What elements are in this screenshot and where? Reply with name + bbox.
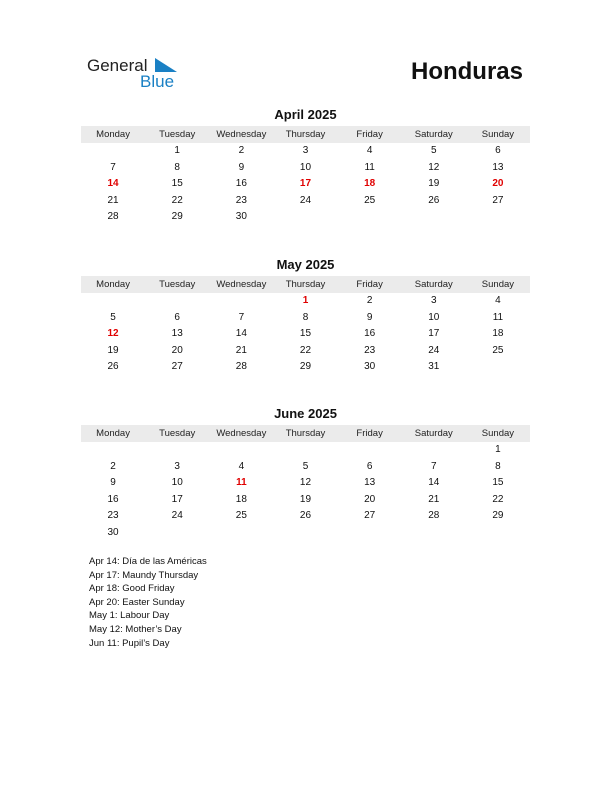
holiday-item: May 12: Mother’s Day: [89, 623, 182, 635]
day-cell: 13: [492, 161, 504, 173]
day-cell: 27: [171, 361, 183, 373]
day-cell: 22: [299, 344, 312, 356]
day-cell: 26: [299, 510, 312, 522]
month-title: June 2025: [274, 406, 337, 421]
day-cell: 18: [235, 493, 247, 505]
weekday-header: [81, 276, 530, 293]
weekday-sunday: Sunday: [481, 129, 515, 140]
weekday-wednesday: Wednesday: [216, 129, 267, 140]
day-cell: 6: [366, 460, 373, 472]
holiday-item: Jun 11: Pupil’s Day: [89, 637, 170, 649]
empty-day-cell: [145, 525, 209, 542]
day-cell: 13: [364, 477, 376, 489]
day-cell: 17: [299, 178, 312, 190]
day-cell: 15: [492, 477, 504, 489]
day-cell: 14: [235, 328, 247, 340]
month-june: [81, 405, 530, 542]
empty-day-cell: [402, 525, 466, 542]
day-cell: 7: [238, 311, 245, 323]
day-cell: 7: [110, 161, 116, 173]
weekday-header: [81, 126, 530, 143]
country-title: Honduras: [410, 58, 523, 85]
empty-day-cell: [145, 293, 209, 310]
empty-day-cell: [81, 293, 145, 310]
day-cell: 3: [174, 460, 180, 472]
weekday-saturday: Saturday: [414, 129, 453, 140]
weekday-wednesday: Wednesday: [216, 279, 267, 290]
day-cell: 25: [492, 344, 504, 356]
generalblue-logo: [87, 56, 187, 92]
day-cell: 21: [107, 194, 119, 206]
day-cell: 14: [428, 477, 440, 489]
day-cell: 7: [430, 460, 437, 472]
day-cell: 22: [171, 194, 183, 206]
empty-day-cell: [81, 143, 145, 160]
day-cell: 29: [492, 510, 504, 522]
weekday-sunday: Sunday: [481, 428, 515, 439]
day-cell: 25: [364, 194, 376, 206]
day-cell: 24: [171, 510, 183, 522]
day-cell: 4: [495, 295, 501, 306]
day-cell: 18: [492, 328, 504, 340]
day-cell: 25: [235, 510, 247, 522]
day-cell: 1: [495, 444, 501, 455]
day-cell: 23: [107, 510, 119, 522]
empty-day-cell: [273, 209, 337, 226]
weekday-tuesday: Tuesday: [159, 428, 196, 439]
logo-general-text: General: [87, 56, 148, 75]
day-cell: 27: [492, 194, 504, 206]
empty-day-cell: [338, 209, 402, 226]
day-cell: 12: [107, 328, 119, 340]
day-cell: 24: [299, 194, 312, 206]
holiday-item: Apr 20: Easter Sunday: [89, 596, 185, 608]
weekday-monday: Monday: [96, 279, 130, 290]
empty-day-cell: [273, 525, 337, 542]
weekday-saturday: Saturday: [414, 279, 453, 290]
day-cell: 11: [492, 311, 504, 323]
day-cell: 4: [366, 145, 373, 156]
day-cell: 23: [235, 194, 247, 206]
empty-day-cell: [466, 359, 530, 376]
weekday-friday: Friday: [356, 129, 383, 140]
month-may: [81, 256, 530, 376]
empty-day-cell: [273, 442, 337, 459]
day-cell: 16: [235, 178, 247, 190]
day-cell: 4: [238, 460, 245, 472]
day-cell: 8: [174, 161, 180, 173]
month-title: April 2025: [274, 107, 337, 122]
day-cell: 28: [235, 361, 247, 373]
day-cell: 15: [299, 328, 312, 340]
empty-day-cell: [81, 442, 145, 459]
holiday-item: Apr 14: Día de las Américas: [89, 556, 207, 567]
day-cell: 29: [299, 361, 312, 373]
days-grid: [81, 442, 530, 542]
day-cell: 15: [171, 178, 183, 190]
day-cell: 10: [299, 161, 312, 173]
empty-day-cell: [145, 442, 209, 459]
weekday-thursday: Thursday: [285, 129, 326, 140]
day-cell: 26: [428, 194, 440, 206]
day-cell: 26: [107, 361, 119, 373]
day-cell: 29: [171, 211, 183, 223]
day-cell: 20: [492, 178, 504, 190]
day-cell: 9: [110, 477, 116, 489]
day-cell: 10: [171, 477, 183, 489]
empty-day-cell: [209, 293, 273, 310]
day-cell: 27: [364, 510, 376, 522]
holiday-item: Apr 17: Maundy Thursday: [89, 569, 199, 581]
day-cell: 19: [428, 178, 440, 190]
empty-day-cell: [466, 525, 530, 542]
day-cell: 2: [238, 145, 245, 156]
day-cell: 11: [236, 477, 247, 489]
day-cell: 30: [107, 526, 119, 538]
days-grid: [81, 143, 530, 226]
day-cell: 16: [107, 493, 119, 505]
day-cell: 19: [107, 344, 119, 356]
day-cell: 12: [299, 477, 312, 489]
day-cell: 9: [366, 311, 373, 323]
day-cell: 5: [110, 311, 116, 323]
day-cell: 30: [235, 211, 247, 223]
empty-day-cell: [402, 442, 466, 459]
day-cell: 5: [302, 460, 309, 472]
day-cell: 31: [428, 361, 440, 373]
weekday-header: [81, 425, 530, 442]
month-april: [81, 106, 530, 226]
day-cell: 11: [364, 161, 375, 173]
weekday-sunday: Sunday: [481, 279, 515, 290]
holiday-item: Apr 18: Good Friday: [89, 583, 175, 595]
weekday-monday: Monday: [96, 428, 130, 439]
day-cell: 28: [428, 510, 440, 522]
empty-day-cell: [338, 442, 402, 459]
weekday-wednesday: Wednesday: [216, 428, 267, 439]
logo-triangle-icon: [155, 58, 177, 72]
day-cell: 20: [364, 493, 376, 505]
weekday-tuesday: Tuesday: [159, 279, 196, 290]
weekday-saturday: Saturday: [414, 428, 453, 439]
day-cell: 1: [174, 145, 180, 156]
day-cell: 13: [171, 328, 183, 340]
empty-day-cell: [209, 525, 273, 542]
holiday-item: May 1: Labour Day: [89, 610, 170, 622]
day-cell: 3: [302, 145, 309, 156]
logo-blue-text: Blue: [140, 72, 175, 91]
empty-day-cell: [466, 209, 530, 226]
day-cell: 30: [364, 361, 376, 373]
holiday-list: [89, 555, 207, 650]
weekday-monday: Monday: [96, 129, 130, 140]
day-cell: 5: [430, 145, 437, 156]
weekday-friday: Friday: [356, 428, 383, 439]
weekday-tuesday: Tuesday: [159, 129, 196, 140]
day-cell: 2: [110, 460, 116, 472]
weekday-friday: Friday: [356, 279, 383, 290]
weekday-thursday: Thursday: [285, 428, 326, 439]
days-grid: [81, 293, 530, 376]
day-cell: 24: [428, 344, 440, 356]
day-cell: 6: [495, 145, 501, 156]
day-cell: 6: [174, 311, 180, 323]
day-cell: 22: [492, 493, 504, 505]
empty-day-cell: [338, 525, 402, 542]
day-cell: 10: [428, 311, 440, 323]
day-cell: 17: [428, 328, 440, 340]
empty-day-cell: [209, 442, 273, 459]
day-cell: 12: [428, 161, 440, 173]
day-cell: 16: [364, 328, 376, 340]
day-cell: 28: [107, 211, 119, 223]
day-cell: 1: [302, 295, 309, 306]
day-cell: 20: [171, 344, 183, 356]
day-cell: 17: [171, 493, 183, 505]
day-cell: 19: [299, 493, 312, 505]
day-cell: 23: [364, 344, 376, 356]
day-cell: 21: [235, 344, 247, 356]
day-cell: 8: [302, 311, 309, 323]
day-cell: 3: [430, 295, 437, 306]
day-cell: 21: [428, 493, 440, 505]
day-cell: 2: [366, 295, 373, 306]
day-cell: 8: [495, 460, 501, 472]
weekday-thursday: Thursday: [285, 279, 326, 290]
day-cell: 9: [238, 161, 245, 173]
day-cell: 18: [364, 178, 376, 190]
empty-day-cell: [402, 209, 466, 226]
month-title: May 2025: [276, 257, 335, 272]
day-cell: 14: [107, 178, 119, 190]
